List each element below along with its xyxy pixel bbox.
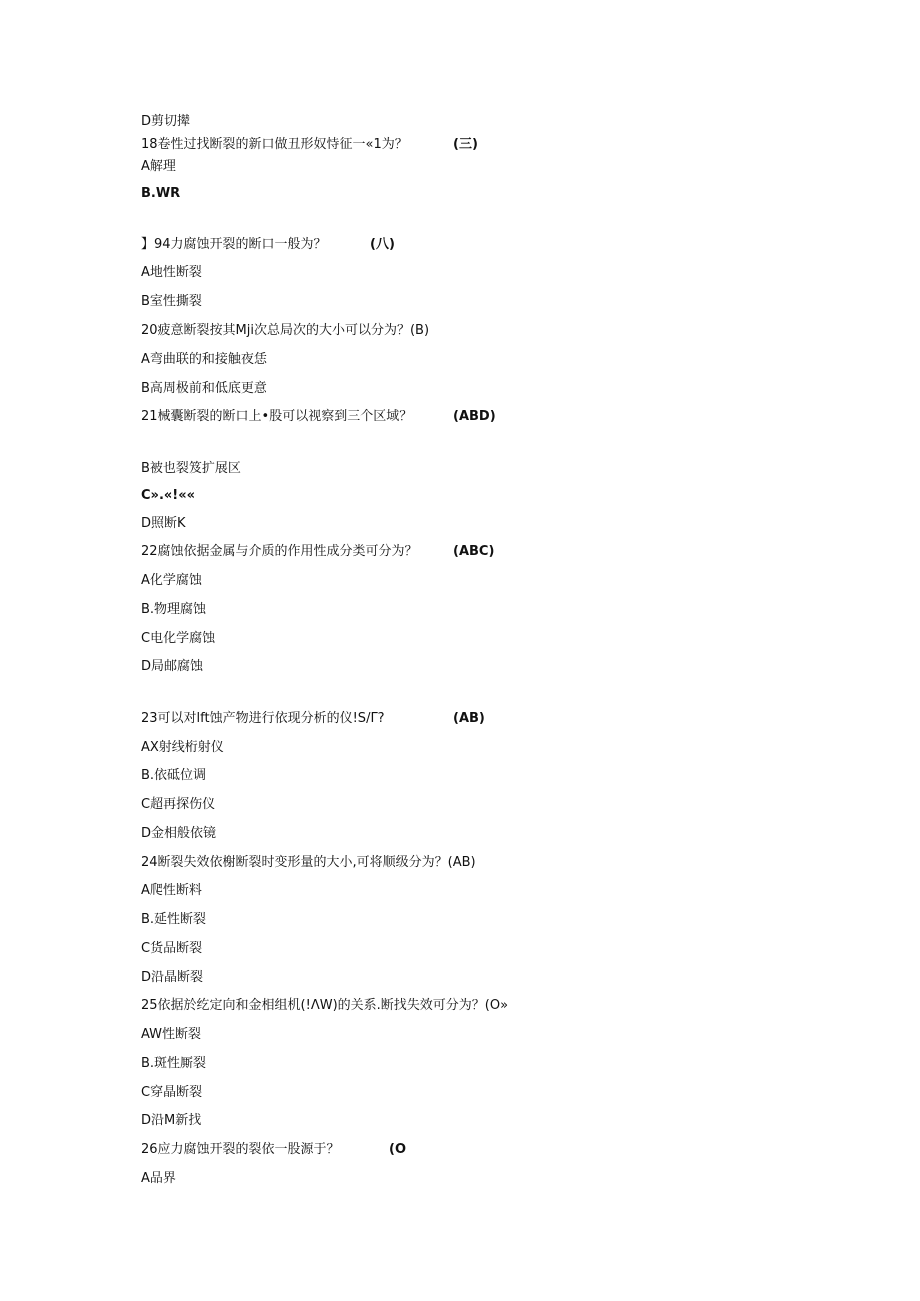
question-text: 21械囊断裂的断口上•股可以视察到三个区域？: [141, 409, 413, 424]
option-line: C».«!««: [141, 488, 195, 503]
option-line: B.斑性厮裂: [141, 1056, 207, 1071]
option-line: C货品断裂: [141, 941, 203, 956]
answer-text: (八): [370, 237, 395, 252]
option-line: A化学腐蚀: [141, 573, 202, 588]
question-text: 20疲意断裂按其Mji次总局次的大小可以分为？(B): [141, 323, 430, 338]
question-text: 18卷性过找断裂的新口做丑形奴恃征一«1为？: [141, 137, 408, 152]
question-text: 】94力腐蚀开裂的断口一般为？: [141, 237, 327, 252]
option-line: A弯曲联的和接触夜恁: [141, 352, 267, 367]
option-line: A解理: [141, 159, 176, 174]
option-line: A爬性断料: [141, 883, 202, 898]
option-line: C穿晶断裂: [141, 1085, 203, 1100]
option-line: AW性断裂: [141, 1027, 202, 1042]
option-line: B.依砥位调: [141, 768, 207, 783]
option-line: D剪切撵: [141, 114, 191, 129]
option-line: A品界: [141, 1171, 176, 1186]
option-line: D沿M新找: [141, 1113, 202, 1128]
answer-text: (AB): [453, 711, 485, 726]
option-line: C超再探伤仪: [141, 797, 216, 812]
answer-text: (三): [453, 137, 478, 152]
question-text: 22腐蚀依据金属与介质的作用性成分类可分为？: [141, 544, 418, 559]
question-text: 26应力腐蚀开裂的裂依一股源于？: [141, 1142, 340, 1157]
option-line: D照断K: [141, 516, 186, 531]
answer-text: (O: [389, 1142, 406, 1157]
option-line: B.WR: [141, 186, 181, 201]
answer-text: (ABD): [453, 409, 496, 424]
option-line: B被也裂笈扩展区: [141, 461, 241, 476]
option-line: D沿晶断裂: [141, 970, 204, 985]
option-line: D金相般依镜: [141, 826, 217, 841]
question-text: 24断裂失效依榭断裂时变形量的大小,可将顺级分为？(AB): [141, 855, 476, 870]
option-line: AX射线桁射仪: [141, 740, 224, 755]
option-line: D局邮腐蚀: [141, 659, 204, 674]
question-text: 23可以对lft蚀产物进行依现分析的仪!S/Γ?: [141, 711, 385, 726]
answer-text: (ABC): [453, 544, 495, 559]
option-line: B.延性断裂: [141, 912, 207, 927]
option-line: A地性断裂: [141, 265, 202, 280]
question-text: 25依据於纥定向和金相组机(!ΛW)的关系.断找失效可分为？(O»: [141, 998, 509, 1013]
option-line: B高周极前和低底更意: [141, 381, 267, 396]
option-line: B室性撕裂: [141, 294, 202, 309]
option-line: B.物理腐蚀: [141, 602, 207, 617]
option-line: C电化学腐蚀: [141, 631, 216, 646]
